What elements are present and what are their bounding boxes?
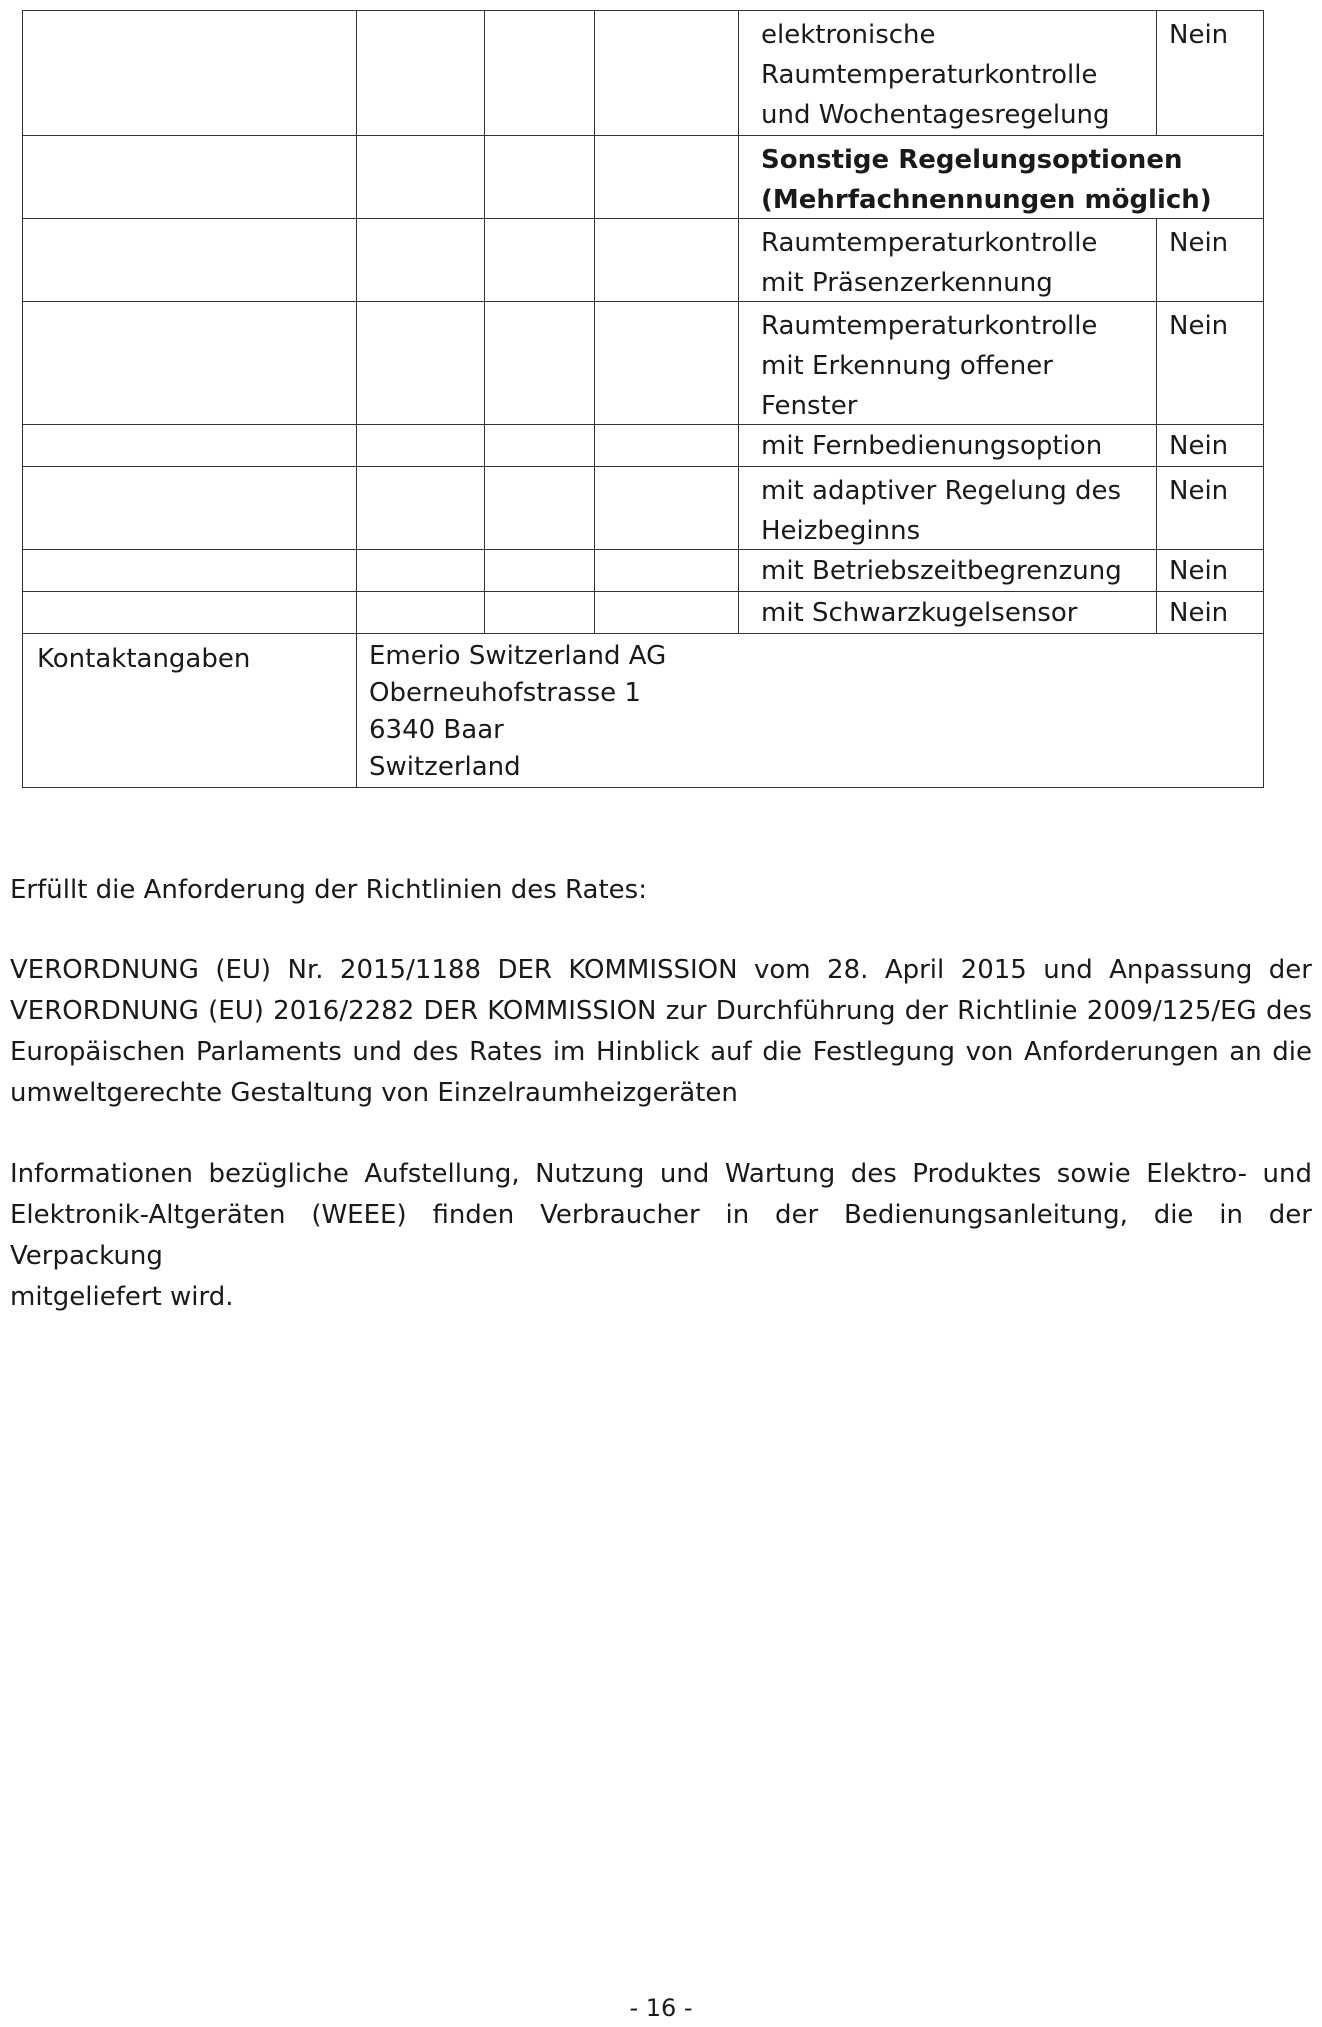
table-cell-empty <box>357 467 485 549</box>
option-label: Raumtemperaturkontrolle mit Präsenzerkennung <box>739 219 1157 301</box>
table-cell-empty <box>485 219 595 301</box>
option-label: Raumtemperaturkontrolle mit Erkennung offener Fenster <box>739 302 1157 424</box>
table-cell-empty <box>23 219 357 301</box>
table-cell-empty <box>23 550 357 591</box>
table-row-contact <box>22 634 1264 788</box>
option-label: elektronische Raumtemperaturkontrolle und Wochentagesregelung <box>739 11 1157 135</box>
table-cell-empty <box>23 302 357 424</box>
table-cell-empty <box>485 302 595 424</box>
table-cell-empty <box>595 550 739 591</box>
table-cell-empty <box>23 467 357 549</box>
table-row <box>22 425 1264 467</box>
info-paragraph: Informationen bezügliche Aufstellung, Nutzung und Wartung des Produktes sowie Elektro- und Elektronik-Altgeräten (WEEE) finden Verbraucher in der Bedienungsanleitung, die in der Verpackung mitgeliefert wird. <box>10 1159 1312 1312</box>
table-cell-empty <box>357 11 485 135</box>
table-cell-empty <box>485 136 595 218</box>
table-row <box>22 302 1264 425</box>
option-value: Nein <box>1169 311 1229 341</box>
table-cell-empty <box>595 467 739 549</box>
option-label: mit adaptiver Regelung des Heizbeginns <box>739 467 1157 549</box>
option-value: Nein <box>1169 476 1229 506</box>
table-row <box>22 219 1264 302</box>
table-row <box>22 467 1264 550</box>
table-cell-empty <box>357 136 485 218</box>
table-cell-empty <box>485 467 595 549</box>
requirement-intro: Erfüllt die Anforderung der Richtlinien des Rates: <box>10 875 647 905</box>
table-cell-empty <box>357 425 485 466</box>
table-row <box>22 550 1264 592</box>
option-label: mit Schwarzkugelsensor <box>739 592 1157 633</box>
regulation-paragraph: VERORDNUNG (EU) Nr. 2015/1188 DER KOMMISSION vom 28. April 2015 und Anpassung der VERORDNUNG (EU) 2016/2282 DER KOMMISSION zur Durchführung der Richtlinie 2009/125/EG des Europäischen Parlaments und des Rates im Hinblick auf die Festlegung von Anforderungen an die umweltgerechte Gestaltung von Einzelraumheizgeräten <box>10 955 1312 1108</box>
option-value: Nein <box>1169 431 1229 461</box>
table-cell-empty <box>23 11 357 135</box>
table-cell-empty <box>357 302 485 424</box>
product-info-table <box>22 10 1264 788</box>
contact-address: Emerio Switzerland AG Oberneuhofstrasse 1 6340 Baar Switzerland <box>369 641 667 782</box>
table-cell-empty <box>485 425 595 466</box>
table-row <box>22 10 1264 136</box>
table-cell-empty <box>23 136 357 218</box>
table-cell-empty <box>595 11 739 135</box>
table-cell-empty <box>595 592 739 633</box>
table-cell-empty <box>595 219 739 301</box>
table-cell-empty <box>357 219 485 301</box>
option-value: Nein <box>1169 20 1229 50</box>
option-value: Nein <box>1169 556 1229 586</box>
table-row <box>22 592 1264 634</box>
option-label: mit Betriebszeitbegrenzung <box>739 550 1157 591</box>
option-value: Nein <box>1169 228 1229 258</box>
table-cell-empty <box>595 302 739 424</box>
option-value: Nein <box>1169 598 1229 628</box>
table-cell-empty <box>23 592 357 633</box>
table-cell-empty <box>595 136 739 218</box>
table-cell-empty <box>485 11 595 135</box>
table-cell-empty <box>485 550 595 591</box>
table-cell-empty <box>357 550 485 591</box>
table-cell-empty <box>595 425 739 466</box>
section-heading: Sonstige Regelungsoptionen (Mehrfachnennungen möglich) <box>761 145 1212 215</box>
table-cell-empty <box>357 592 485 633</box>
table-row-heading <box>22 136 1264 219</box>
contact-label: Kontaktangaben <box>23 634 357 787</box>
page-number: - 16 - <box>629 1994 693 2022</box>
option-label: mit Fernbedienungsoption <box>739 425 1157 466</box>
table-cell-empty <box>23 425 357 466</box>
table-cell-empty <box>485 592 595 633</box>
